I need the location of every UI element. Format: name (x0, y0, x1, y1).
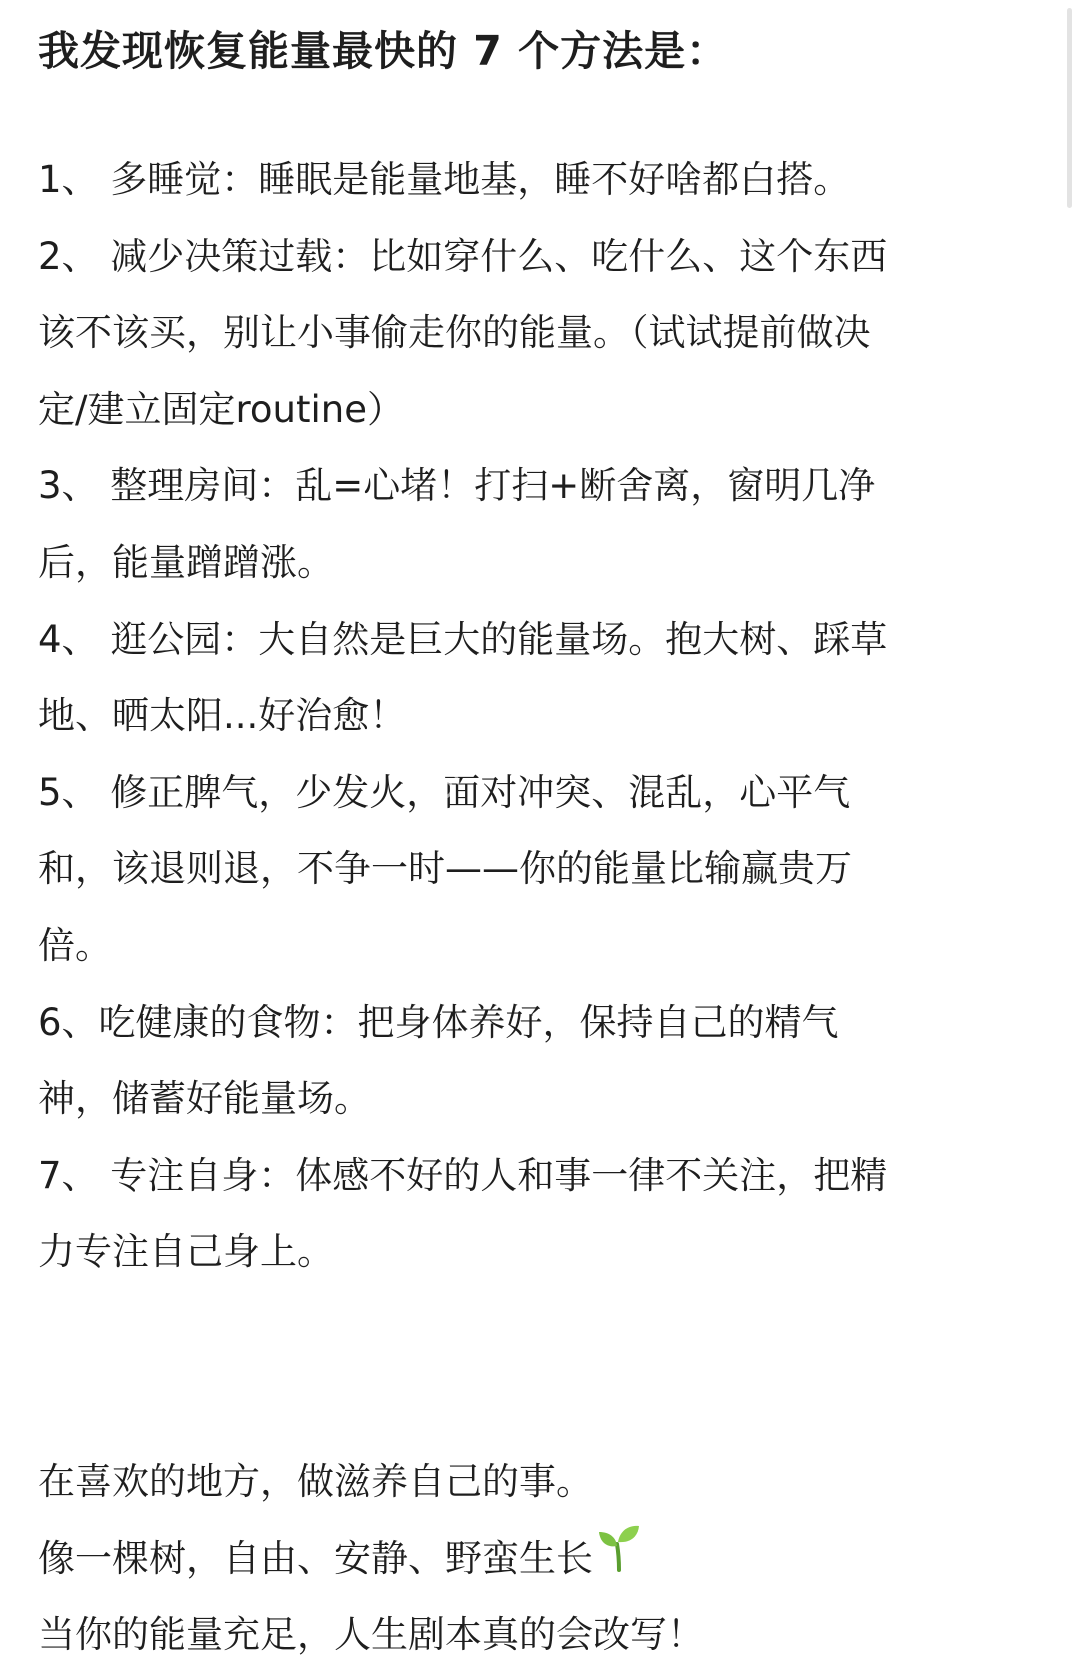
seedling-icon (597, 1522, 641, 1599)
list-item-5-line-2: 和，该退则退，不争一时——你的能量比输赢贵万 (38, 847, 852, 891)
scrollbar[interactable] (1067, 8, 1072, 208)
list-item-4-line-1: 4、 逛公园：大自然是巨大的能量场。抱大树、踩草 (38, 617, 888, 661)
spacer (38, 1291, 1028, 1368)
list-item-3-line-1: 3、 整理房间：乱=心堵！打扫+断舍离，窗明几净 (38, 464, 876, 508)
list-item-4-line-2: 地、晒太阳...好治愈！ (38, 694, 407, 738)
closing-line-2 (38, 1521, 1028, 1598)
list-item-6-line-2: 神，储蓄好能量场。 (38, 1077, 371, 1121)
list-item-2-line-1: 2、 减少决策过载：比如穿什么、吃什么、这个东西 (38, 234, 888, 278)
list-item-2-line-3: 定/建立固定routine） (38, 387, 404, 431)
list-item-3-line-2: 后，能量蹭蹭涨。 (38, 540, 334, 584)
list-item-7-line-2: 力专注自己身上。 (38, 1230, 334, 1274)
article-body (38, 142, 1028, 1674)
list-item-6-line-1: 6、吃健康的食物：把身体养好，保持自己的精气 (38, 1000, 839, 1044)
closing-line-1: 在喜欢的地方，做滋养自己的事。 (38, 1460, 593, 1504)
list-item-1: 1、 多睡觉：睡眠是能量地基，睡不好啥都白搭。 (38, 158, 851, 201)
closing-line-2-text: 像一棵树，自由、安静、野蛮生长 (38, 1536, 593, 1580)
spacer (38, 1368, 1028, 1445)
list-item-5-line-1: 5、 修正脾气，少发火，面对冲突、混乱，心平气 (38, 770, 851, 814)
list-item-7-line-1: 7、 专注自身：体感不好的人和事一律不关注，把精 (38, 1153, 888, 1197)
list-item-2-line-2: 该不该买，别让小事偷走你的能量。（试试提前做决 (38, 311, 871, 355)
list-item-5-line-3: 倍。 (38, 923, 112, 967)
closing-line-3: 当你的能量充足，人生剧本真的会改写！ (38, 1613, 704, 1657)
page-title: 我发现恢复能量最快的 7 个方法是： (38, 27, 729, 75)
